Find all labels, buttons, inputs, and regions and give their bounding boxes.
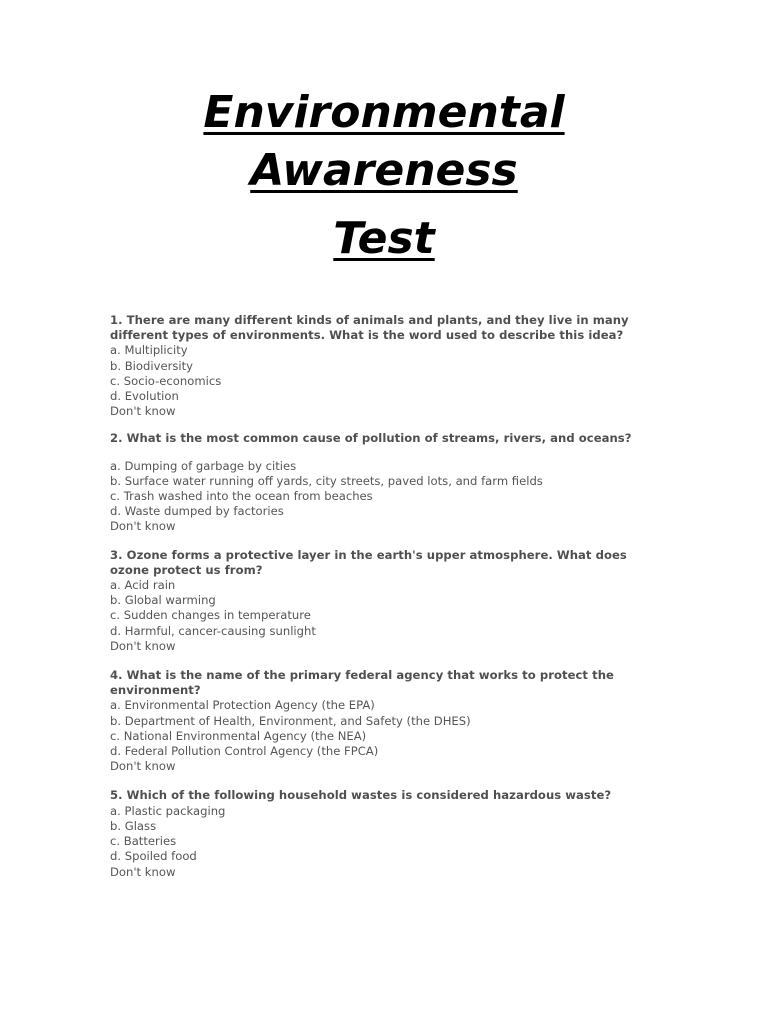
question-5-option-dont-know: Don't know	[110, 864, 176, 879]
question-5-option-d: d. Spoiled food	[110, 849, 197, 864]
question-5	[110, 788, 670, 879]
question-4	[110, 668, 670, 774]
question-3-option-d: d. Harmful, cancer-causing sunlight	[110, 623, 316, 638]
question-4-text-line-2: environment?	[110, 683, 201, 698]
question-3	[110, 548, 670, 654]
question-5-text-line-1: 5. Which of the following household wastes is considered hazardous waste?	[110, 788, 612, 803]
question-2-option-dont-know: Don't know	[110, 519, 176, 534]
title-line-1: Environmental	[203, 87, 565, 138]
question-3-option-c: c. Sudden changes in temperature	[110, 608, 311, 623]
question-2-text-line-1: 2. What is the most common cause of pollution of streams, rivers, and oceans?	[110, 431, 632, 446]
question-4-option-a: a. Environmental Protection Agency (the EPA)	[110, 698, 375, 713]
question-2-spacer	[110, 447, 670, 459]
question-2-option-b: b. Surface water running off yards, city streets, paved lots, and farm fields	[110, 473, 543, 488]
question-3-text-line-2: ozone protect us from?	[110, 562, 263, 577]
question-2-option-a: a. Dumping of garbage by cities	[110, 458, 297, 473]
question-2	[110, 431, 670, 534]
question-2-option-d: d. Waste dumped by factories	[110, 504, 284, 519]
question-3-option-dont-know: Don't know	[110, 638, 176, 653]
question-1	[110, 313, 670, 419]
question-1-text-line-2: different types of environments. What is the word used to describe this idea?	[110, 328, 624, 343]
question-3-option-a: a. Acid rain	[110, 578, 176, 593]
question-4-option-b: b. Department of Health, Environment, and Safety (the DHES)	[110, 713, 471, 728]
question-4-option-dont-know: Don't know	[110, 759, 176, 774]
question-4-option-c: c. National Environmental Agency (the NEA)	[110, 728, 367, 743]
title-line-3: Test	[333, 213, 435, 264]
question-2-option-c: c. Trash washed into the ocean from beaches	[110, 489, 373, 504]
document-title	[0, 84, 768, 268]
question-5-option-a: a. Plastic packaging	[110, 803, 226, 818]
question-5-option-c: c. Batteries	[110, 834, 177, 849]
question-list	[110, 313, 670, 880]
question-1-option-c: c. Socio-economics	[110, 373, 222, 388]
question-4-text-line-1: 4. What is the name of the primary federal agency that works to protect the	[110, 668, 614, 683]
question-5-option-b: b. Glass	[110, 818, 157, 833]
question-3-option-b: b. Global warming	[110, 593, 216, 608]
question-1-text-line-1: 1. There are many different kinds of animals and plants, and they live in many	[110, 313, 629, 327]
question-3-text-line-1: 3. Ozone forms a protective layer in the earth's upper atmosphere. What does	[110, 547, 627, 562]
question-1-option-d: d. Evolution	[110, 389, 179, 404]
question-1-option-dont-know: Don't know	[110, 404, 176, 419]
title-line-2: Awareness	[250, 145, 518, 196]
question-1-option-b: b. Biodiversity	[110, 358, 194, 373]
question-4-option-d: d. Federal Pollution Control Agency (the FPCA)	[110, 744, 379, 759]
question-1-option-a: a. Multiplicity	[110, 343, 188, 358]
